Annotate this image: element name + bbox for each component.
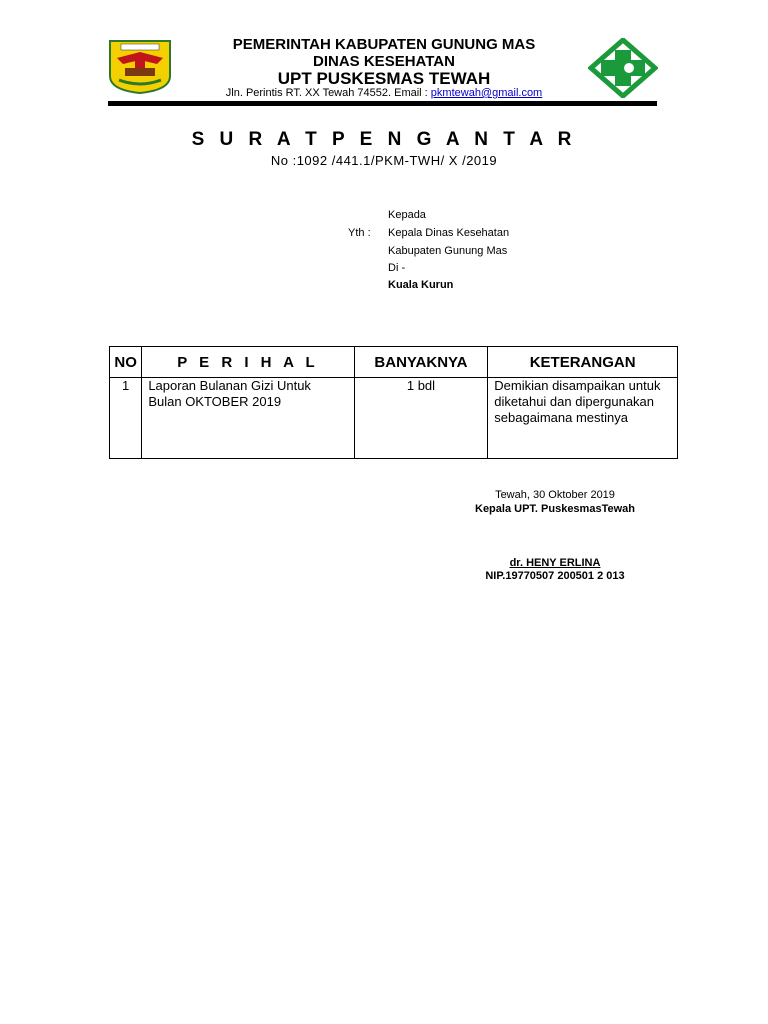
header-banyaknya: BANYAKNYA <box>354 347 488 378</box>
header-perihal: P E R I H A L <box>142 347 354 378</box>
cell-perihal: Laporan Bulanan Gizi Untuk Bulan OKTOBER 2019 <box>142 378 354 459</box>
cell-keterangan: Demikian disampaikan untuk diketahui dan dipergunakan sebagaimana mestinya <box>488 378 678 459</box>
letterhead-government: PEMERINTAH KABUPATEN GUNUNG MAS <box>232 36 536 53</box>
cell-no: 1 <box>110 378 142 459</box>
header-no: NO <box>110 347 142 378</box>
letter-table <box>109 346 678 459</box>
addressee-line1: Kepala Dinas Kesehatan <box>388 227 510 239</box>
signature-nip: NIP.19770507 200501 2 013 <box>485 570 625 582</box>
addressee-yth: Yth : <box>348 227 371 239</box>
letterhead-divider <box>108 101 657 106</box>
document-title: S U R A T P E N G A N T A R <box>191 129 577 150</box>
cell-banyaknya: 1 bdl <box>354 378 488 459</box>
addressee-kepada: Kepada <box>388 209 426 221</box>
table-row <box>110 378 678 459</box>
document-number: No :1092 /441.1/PKM-TWH/ X /2019 <box>270 153 498 168</box>
signature-name: dr. HENY ERLINA <box>509 557 601 569</box>
letterhead-institution: UPT PUSKESMAS TEWAH <box>277 69 491 88</box>
signature-position: Kepala UPT. PuskesmasTewah <box>475 503 635 515</box>
header-keterangan: KETERANGAN <box>488 347 678 378</box>
letterhead-address <box>150 87 618 100</box>
address-text: Jln. Perintis RT. XX Tewah 74552. Email : <box>225 87 431 99</box>
signature-place-date: Tewah, 30 Oktober 2019 <box>495 489 615 501</box>
addressee-line3: Di - <box>388 262 406 274</box>
email-link[interactable]: pkmtewah@gmail.com <box>430 87 543 99</box>
letterhead-department: DINAS KESEHATAN <box>313 53 455 70</box>
addressee-line2: Kabupaten Gunung Mas <box>388 245 508 257</box>
table-header-row <box>110 347 678 378</box>
addressee-line4: Kuala Kurun <box>388 279 454 291</box>
